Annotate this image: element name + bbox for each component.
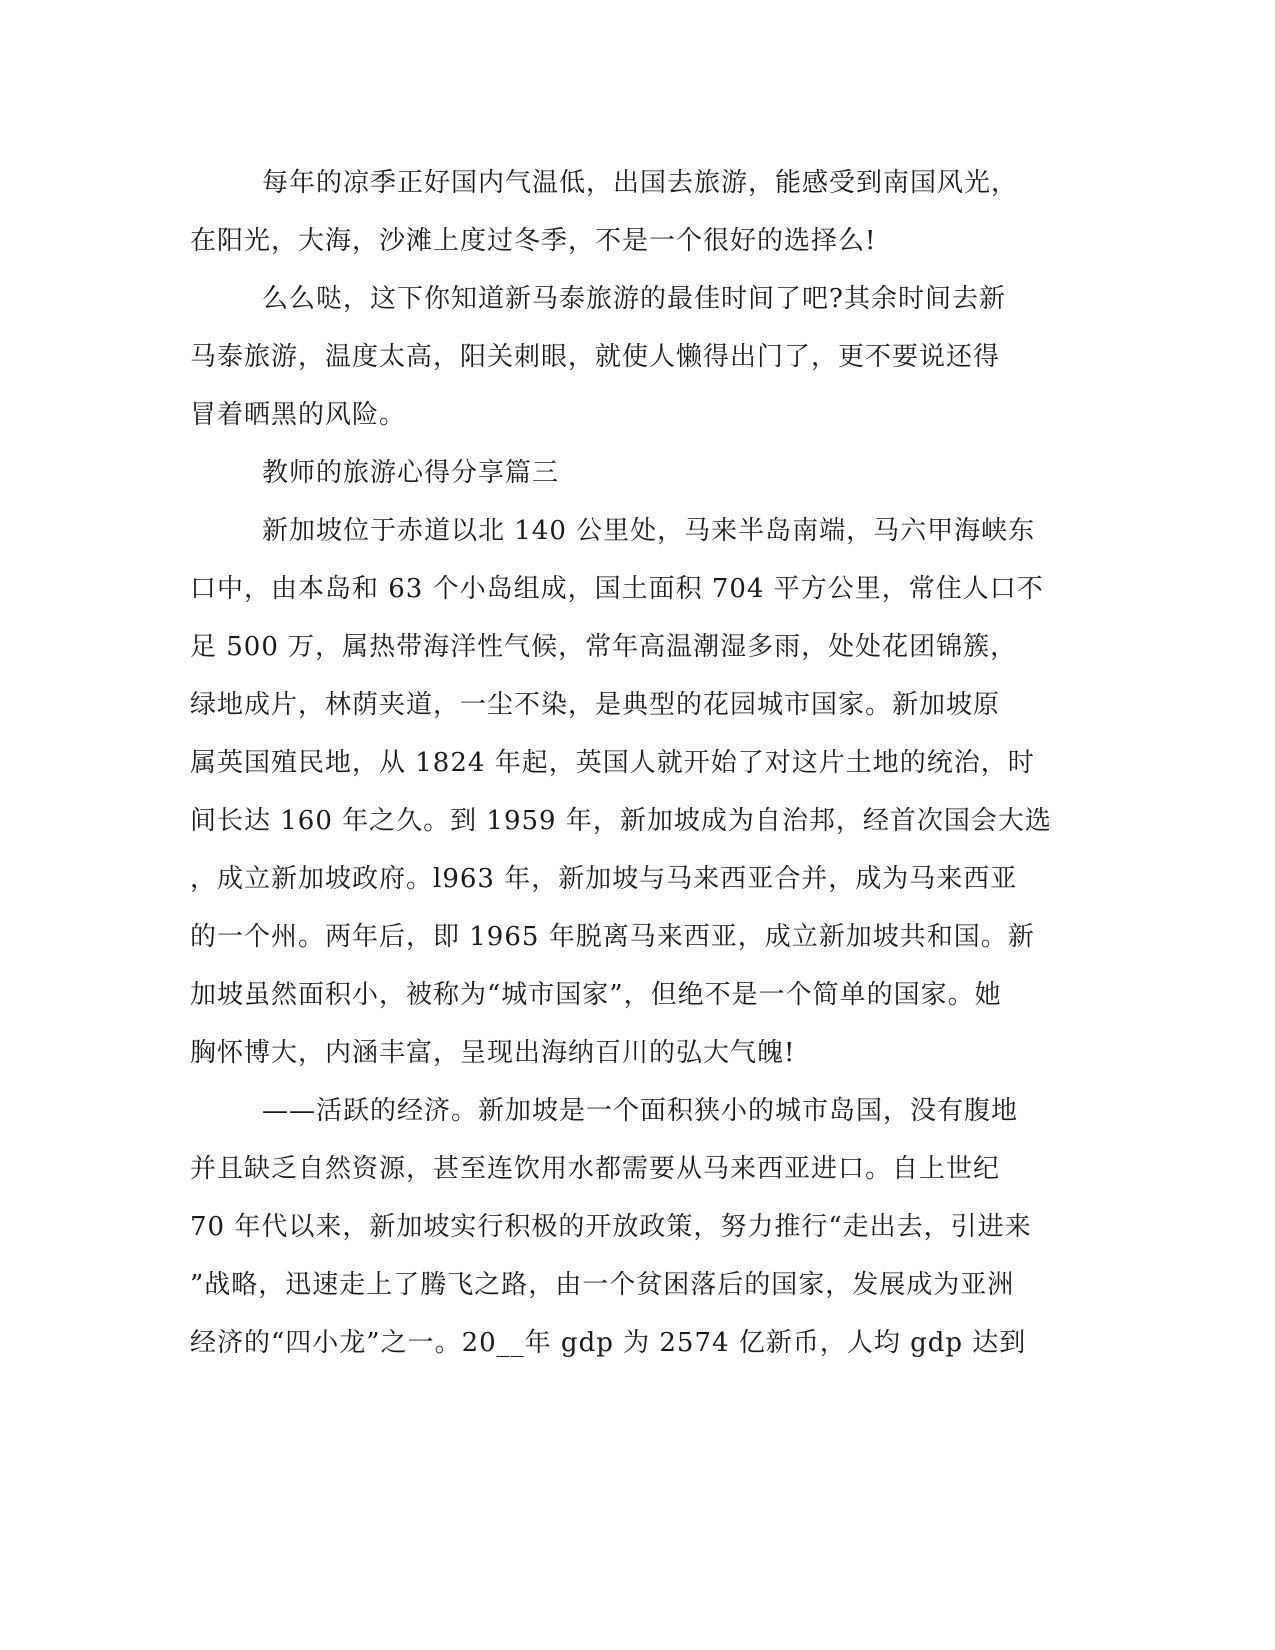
paragraph-3-line-7: ，成立新加坡政府。l963 年，新加坡与马来西亚合并，成为马来西亚 bbox=[190, 864, 1018, 894]
paragraph-3-line-9: 加坡虽然面积小，被称为“城市国家”，但绝不是一个简单的国家。她 bbox=[190, 980, 1002, 1010]
paragraph-4-line-4: ”战略，迅速走上了腾飞之路，由一个贫困落后的国家，发展成为亚洲 bbox=[190, 1270, 1015, 1300]
paragraph-4-line-2: 并且缺乏自然资源，甚至连饮用水都需要从马来西亚进口。自上世纪 bbox=[190, 1154, 1001, 1184]
paragraph-4-line-5: 经济的“四小龙”之一。20__年 gdp 为 2574 亿新币，人均 gdp 达到 bbox=[190, 1328, 1027, 1358]
paragraph-2-line-1: 么么哒，这下你知道新马泰旅游的最佳时间了吧?其余时间去新 bbox=[262, 284, 1006, 314]
paragraph-3-line-1: 新加坡位于赤道以北 140 公里处，马来半岛南端，马六甲海峡东 bbox=[262, 516, 1036, 546]
paragraph-3-line-4: 绿地成片，林荫夹道，一尘不染，是典型的花园城市国家。新加坡原 bbox=[190, 690, 1001, 720]
paragraph-3-line-6: 间长达 160 年之久。到 1959 年，新加坡成为自治邦，经首次国会大选 bbox=[190, 806, 1052, 836]
section-heading: 教师的旅游心得分享篇三 bbox=[262, 458, 560, 488]
paragraph-3-line-2: 口中，由本岛和 63 个小岛组成，国土面积 704 平方公里，常住人口不 bbox=[190, 574, 1044, 604]
paragraph-3-line-5: 属英国殖民地，从 1824 年起，英国人就开始了对这片土地的统治，时 bbox=[190, 748, 1035, 778]
paragraph-3-line-8: 的一个州。两年后，即 1965 年脱离马来西亚，成立新加坡共和国。新 bbox=[190, 922, 1035, 952]
paragraph-3-line-10: 胸怀博大，内涵丰富，呈现出海纳百川的弘大气魄! bbox=[190, 1038, 796, 1068]
paragraph-2-line-2: 马泰旅游，温度太高，阳关刺眼，就使人懒得出门了，更不要说还得 bbox=[190, 342, 1001, 372]
paragraph-3-line-3: 足 500 万，属热带海洋性气候，常年高温潮湿多雨，处处花团锦簇， bbox=[190, 632, 1018, 662]
paragraph-2-line-3: 冒着晒黑的风险。 bbox=[190, 400, 407, 430]
paragraph-4-line-1: ——活跃的经济。新加坡是一个面积狭小的城市岛国，没有腹地 bbox=[262, 1096, 1019, 1126]
paragraph-4-line-3: 70 年代以来，新加坡实行积极的开放政策，努力推行“走出去，引进来 bbox=[190, 1212, 1032, 1242]
paragraph-1-line-2: 在阳光，大海，沙滩上度过冬季，不是一个很好的选择么! bbox=[190, 226, 877, 256]
paragraph-1-line-1: 每年的凉季正好国内气温低，出国去旅游，能感受到南国风光， bbox=[262, 168, 1019, 198]
